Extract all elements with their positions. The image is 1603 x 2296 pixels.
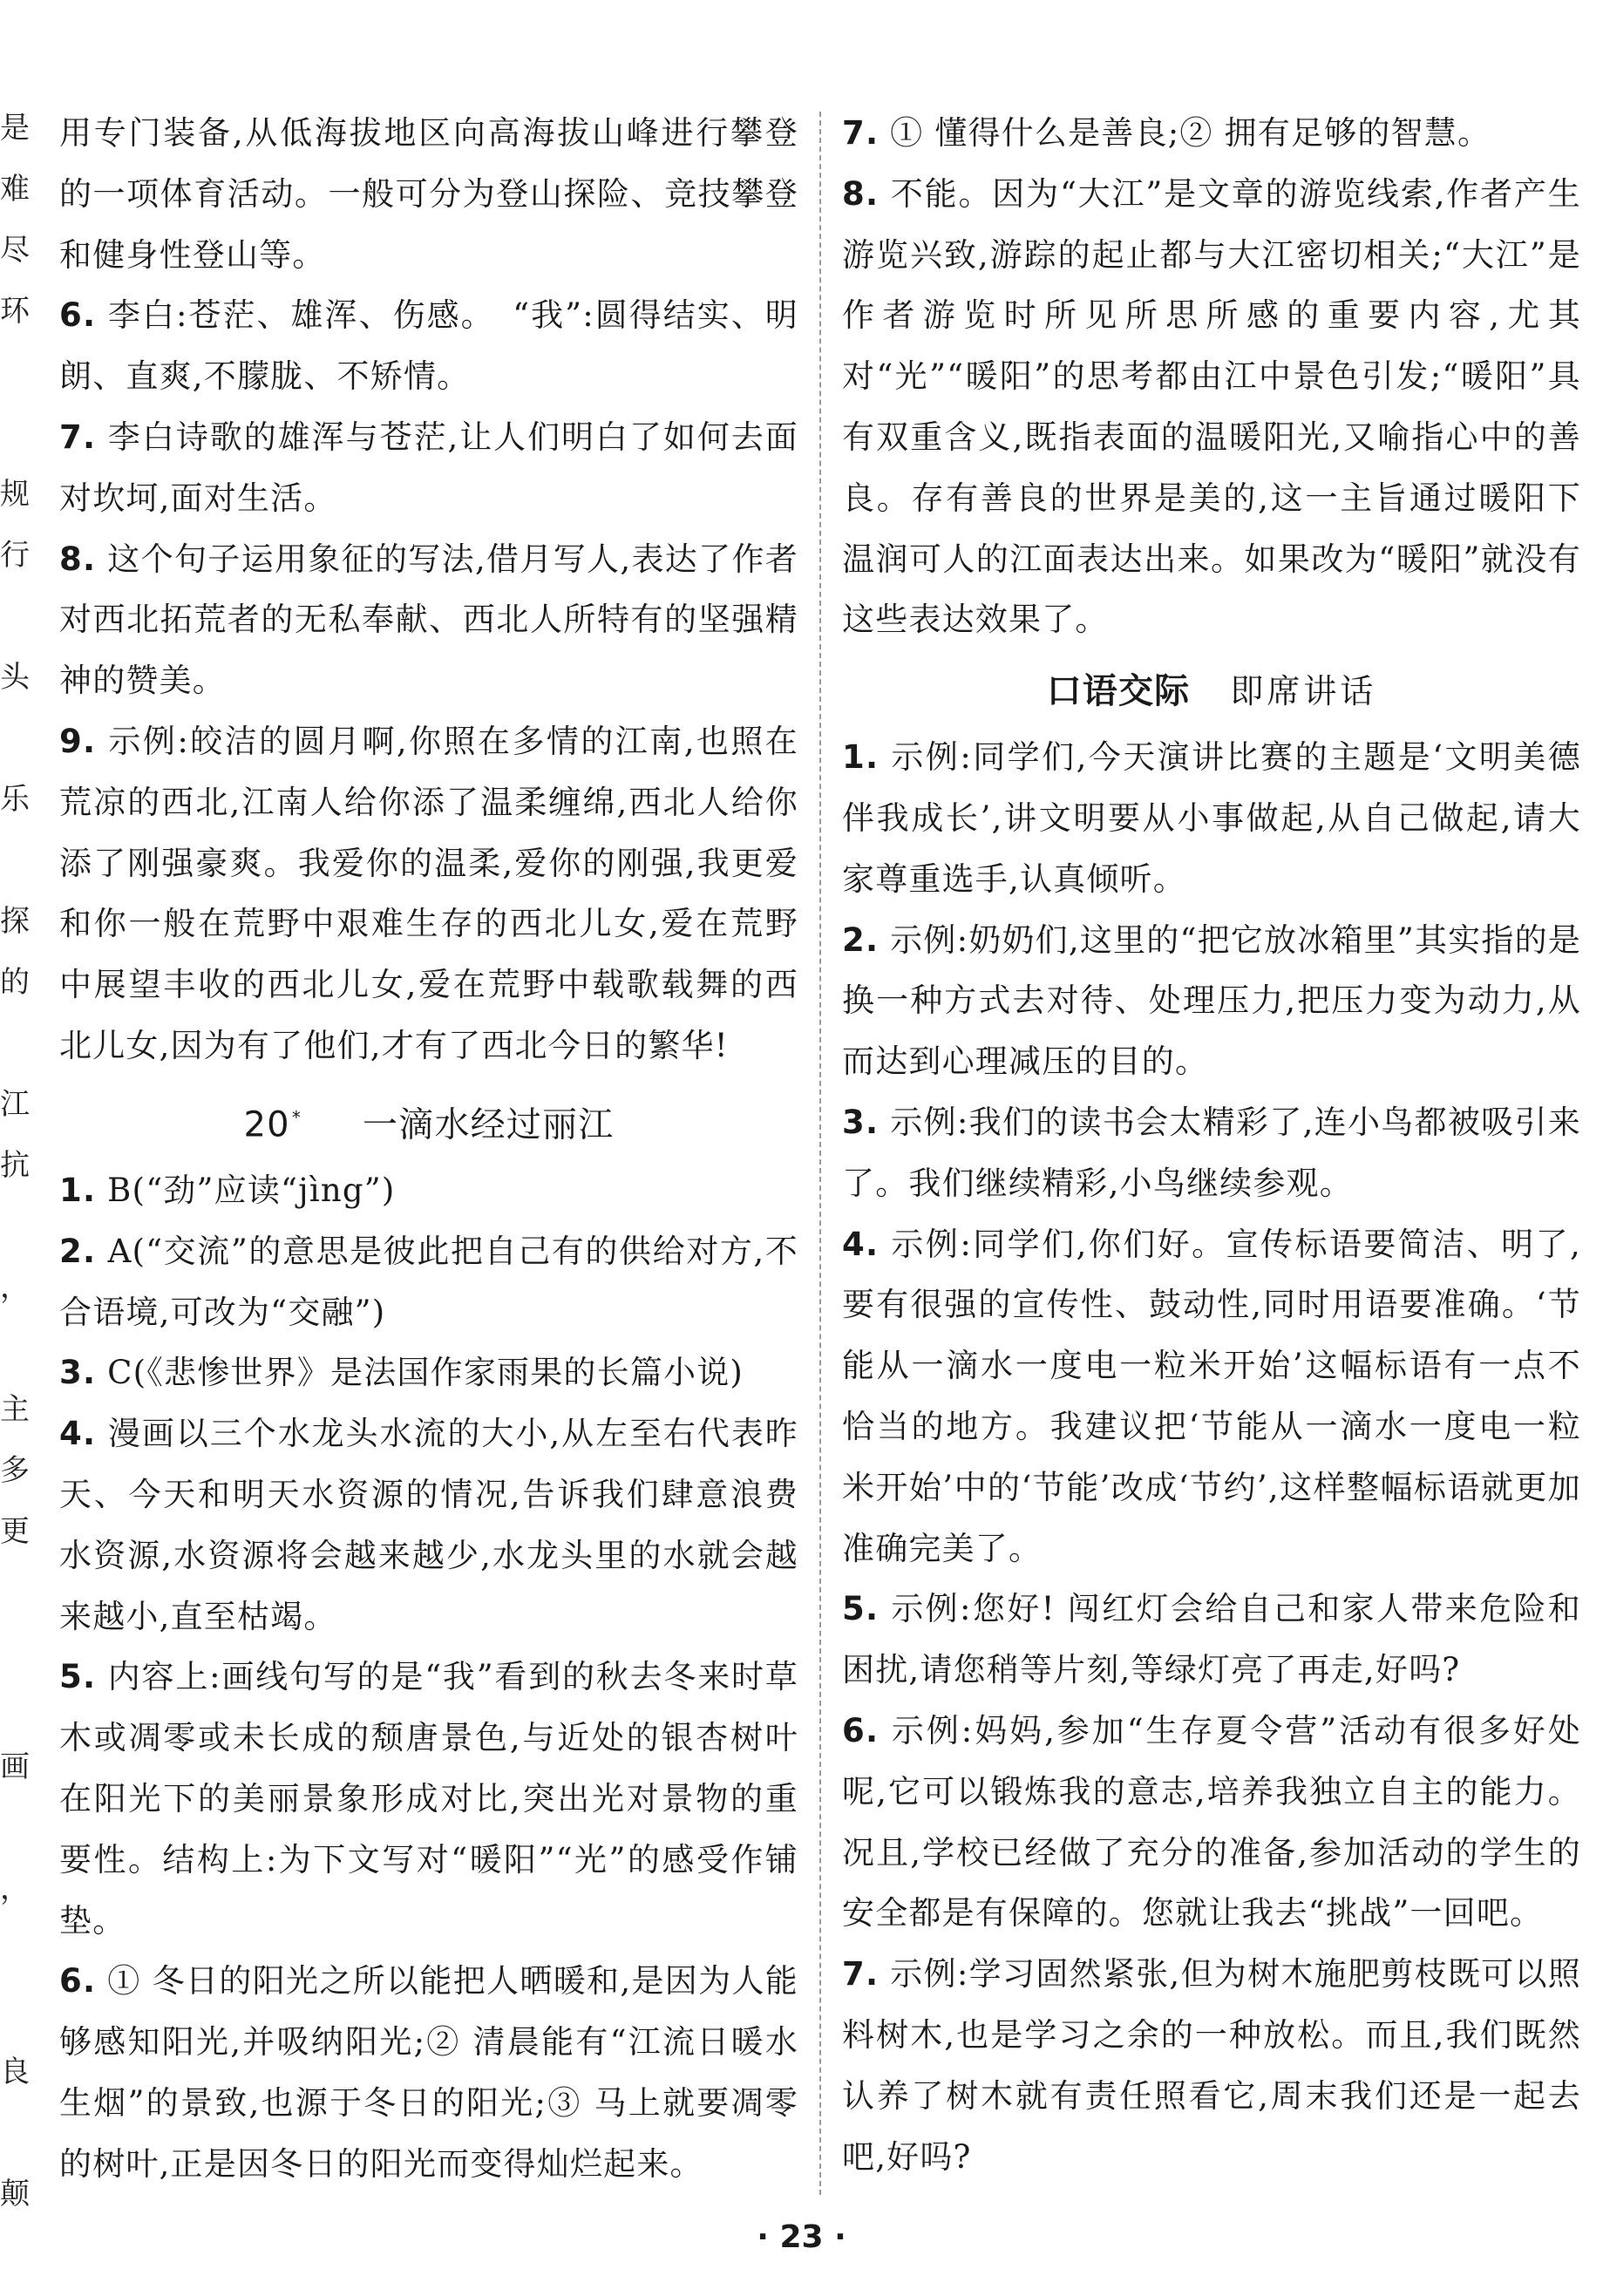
answer-item (59, 285, 798, 407)
answer-item (842, 910, 1581, 1092)
item-number: 6. (59, 1962, 97, 2001)
item-number: 9. (59, 722, 97, 760)
item-number: 2. (59, 1232, 97, 1270)
answer-text: 用专门装备,从低海拔地区向高海拔山峰进行攀登的一项体育活动。一般可分为登山探险、竞技攀登和健身性登山等。 (59, 114, 798, 274)
edge-char: 主 (0, 1392, 30, 1427)
answer-item (59, 1403, 798, 1647)
section-title: 口语交际 (1046, 671, 1191, 712)
item-number: 5. (842, 1590, 880, 1628)
answer-item (59, 1342, 798, 1403)
item-number: 5. (59, 1658, 97, 1696)
edge-char: 尽 (0, 233, 30, 268)
item-number: 7. (842, 1955, 880, 1994)
answer-text: ① 懂得什么是善良;② 拥有足够的智慧。 (890, 114, 1491, 152)
answer-text: 示例:我们的读书会太精彩了,连小鸟都被吸引来了。我们继续精彩,小鸟继续参观。 (842, 1103, 1581, 1202)
edge-char: 探 (0, 904, 30, 939)
answer-item (842, 1944, 1581, 2187)
item-number: 3. (59, 1354, 97, 1392)
answer-text: B(“劲”应读“jìng”) (107, 1172, 396, 1210)
answer-text: 漫画以三个水龙头水流的大小,从左至右代表昨天、今天和明天水资源的情况,告诉我们肆意浪费水资源,水资源将会越来越少,水龙头里的水就会越来越小,直至枯竭。 (59, 1415, 798, 1635)
answer-text: 示例:妈妈,参加“生存夏令营”活动有很多好处呢,它可以锻炼我的意志,培养我独立自主的能力。况且,学校已经做了充分的准备,参加活动的学生的安全都是有保障的。您就让我去“挑战”一回吧。 (842, 1711, 1581, 1933)
edge-char: 江 (0, 1087, 30, 1122)
answer-item (842, 1214, 1581, 1579)
answer-text: 示例:学习固然紧张,但为树木施肥剪枝既可以照料树木,也是学习之余的一种放松。而且,我们既然认养了树木就有责任照看它,周末我们还是一起去吧,好吗? (842, 1955, 1581, 2176)
answer-text: 不能。因为“大江”是文章的游览线索,作者产生游览兴致,游踪的起止都与大江密切相关;“大江”是作者游览时所见所思所感的重要内容,尤其对“光”“暖阳”的思考都由江中景色引发;“暖阳”具有双重含义,既指表面的温暖阳光,又喻指心中的善良。存有善良的世界是美的,这一主旨通过暖阳下温润可人的江面表达出来。如果改为“暖阳”就没有这些表达效果了。 (842, 174, 1581, 639)
answer-item (842, 1579, 1581, 1701)
edge-char: 是 (0, 111, 30, 146)
edge-char: 更 (0, 1514, 30, 1549)
item-number: 8. (59, 540, 97, 578)
answer-item (842, 1701, 1581, 1944)
item-number: 6. (59, 296, 97, 335)
edge-char: 良 (0, 2055, 30, 2089)
answer-item (59, 407, 798, 529)
right-column (842, 103, 1581, 2187)
edge-char: 画 (0, 1749, 30, 1784)
answer-item (842, 727, 1581, 909)
edge-char: 环 (0, 294, 30, 329)
answer-item (842, 1092, 1581, 1214)
item-number: 8. (842, 174, 880, 213)
answer-text: ① 冬日的阳光之所以能把人晒暖和,是因为人能够感知阳光,并吸纳阳光;② 清晨能有“江流日暖水生烟”的景致,也源于冬日的阳光;③ 马上就要凋零的树叶,正是因冬日的阳光而变得灿烂起来。 (59, 1962, 798, 2183)
item-number: 7. (842, 114, 880, 152)
answer-item (59, 103, 798, 285)
answer-text: 示例:奶奶们,这里的“把它放冰箱里”其实指的是换一种方式去对待、处理压力,把压力变为动力,从而达到心理减压的目的。 (842, 920, 1581, 1081)
item-number: 4. (59, 1415, 97, 1453)
section-title: 一滴水经过丽江 (363, 1104, 615, 1145)
edge-char: 难 (0, 172, 30, 207)
item-number: 6. (842, 1711, 880, 1749)
answer-text: 示例:同学们,你们好。宣传标语要简洁、明了,要有很强的宣传性、鼓动性,同时用语要准确。‘节能从一滴水一度电一粒米开始’这幅标语有一点不恰当的地方。我建议把‘节能从一滴水一度电一粒米开始’中的‘节能’改成‘节约’,这样整幅标语就更加准确完美了。 (842, 1225, 1581, 1567)
item-number: 1. (842, 738, 880, 777)
answer-text: 内容上:画线句写的是“我”看到的秋去冬来时草木或凋零或未长成的颓唐景色,与近处的银杏树叶在阳光下的美丽景象形成对比,突出光对景物的重要性。结构上:为下文写对“暖阳”“光”的感受作铺垫。 (59, 1658, 798, 1939)
page-number: · 23 · (757, 2219, 846, 2255)
answer-item (59, 711, 798, 1077)
item-number: 7. (59, 418, 97, 456)
edge-char: 多 (0, 1453, 30, 1488)
column-divider (819, 112, 821, 2195)
answer-text: 示例:皎洁的圆月啊,你照在多情的江南,也照在荒凉的西北,江南人给你添了温柔缠绵,西北人给你添了刚强豪爽。我爱你的温柔,爱你的刚强,我更爱和你一般在荒野中艰难生存的西北儿女,爱在荒野中展望丰收的西北儿女,爱在荒野中载歌载舞的西北儿女,因为有了他们,才有了西北今日的繁华! (59, 722, 798, 1064)
answer-item (59, 529, 798, 711)
answer-text: 示例:您好! 闯红灯会给自己和家人带来危险和困扰,请您稍等片刻,等绿灯亮了再走,好吗? (842, 1590, 1581, 1689)
answer-item (842, 164, 1581, 650)
edge-char: 乐 (0, 782, 30, 817)
item-number: 3. (842, 1103, 880, 1141)
edge-char: 规 (0, 477, 30, 512)
answer-item (59, 1951, 798, 2194)
left-column (59, 103, 798, 2195)
section-number: 20 (243, 1104, 290, 1145)
edge-char: ， (0, 1871, 30, 1906)
answer-item (59, 1221, 798, 1343)
edge-char: ， (0, 1270, 30, 1305)
answer-text: A(“交流”的意思是彼此把自己有的供给对方,不合语境,可改为“交融”) (59, 1232, 798, 1331)
item-number: 4. (842, 1225, 880, 1263)
answer-text: 李白:苍茫、雄浑、伤感。 “我”:圆得结实、明朗、直爽,不朦胧、不矫情。 (59, 296, 798, 396)
answer-item (59, 1647, 798, 1951)
answer-item (59, 1160, 798, 1221)
section-mark: * (291, 1106, 302, 1128)
edge-char: 抗 (0, 1148, 30, 1183)
edge-char: 颠 (0, 2177, 30, 2211)
section-subtitle: 即席讲话 (1230, 672, 1377, 711)
item-number: 1. (59, 1172, 97, 1210)
edge-char: 行 (0, 538, 30, 573)
answer-text: 这个句子运用象征的写法,借月写人,表达了作者对西北拓荒者的无私奉献、西北人所特有的坚强精神的赞美。 (59, 540, 798, 700)
item-number: 2. (842, 920, 880, 959)
section-heading (842, 662, 1581, 720)
edge-char: 的 (0, 965, 30, 1000)
answer-text: 示例:同学们,今天演讲比赛的主题是‘文明美德伴我成长’,讲文明要从小事做起,从自己做起,请大家尊重选手,认真倾听。 (842, 738, 1581, 898)
answer-item (842, 103, 1581, 164)
edge-char: 头 (0, 660, 30, 695)
answer-text: 李白诗歌的雄浑与苍茫,让人们明白了如何去面对坎坷,面对生活。 (59, 418, 798, 517)
answer-text: C(《悲惨世界》是法国作家雨果的长篇小说) (107, 1354, 744, 1392)
section-heading (59, 1089, 798, 1153)
